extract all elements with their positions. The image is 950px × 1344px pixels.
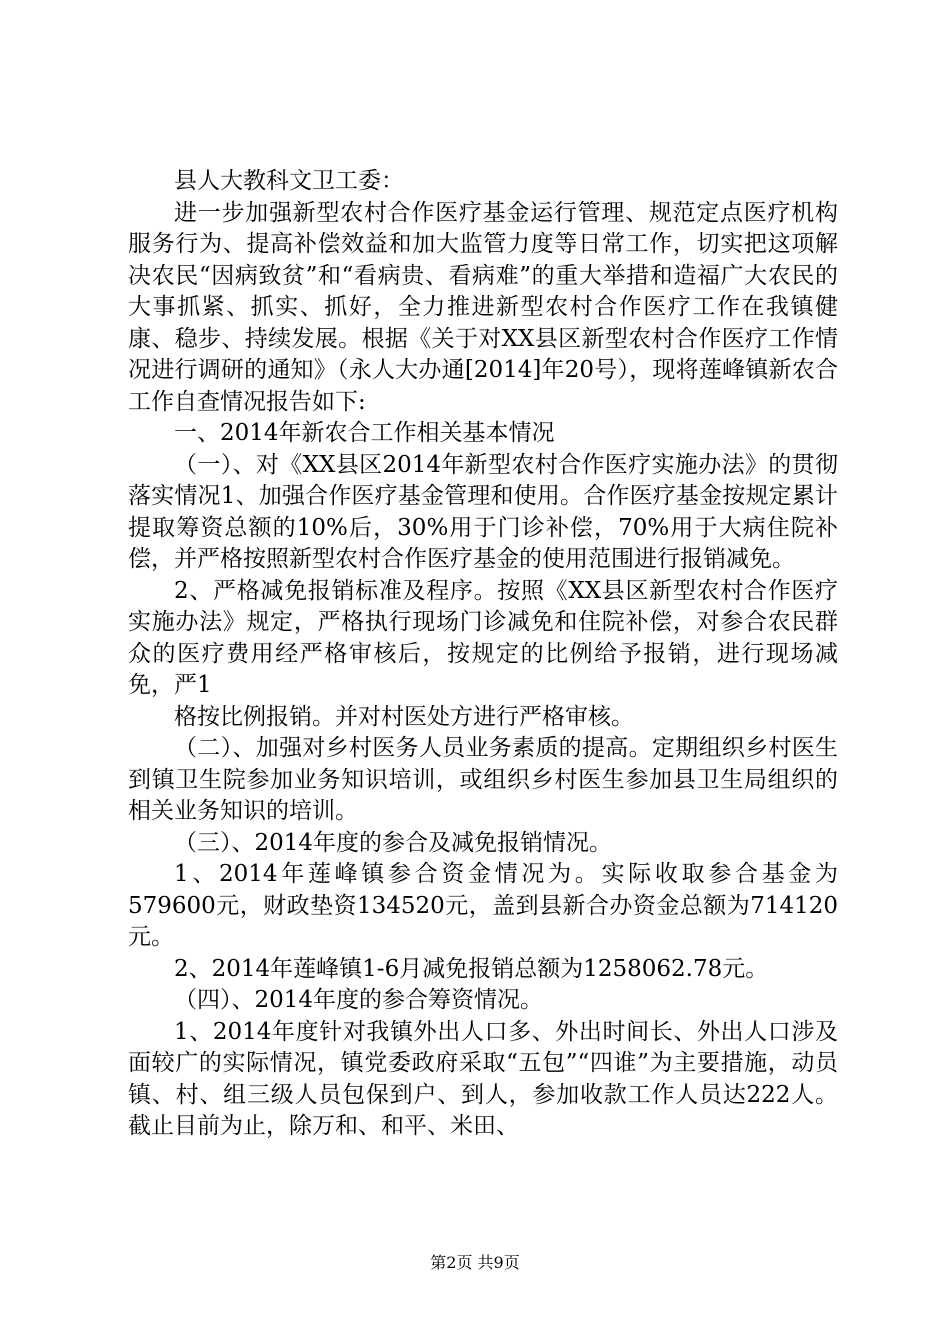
funding-paragraph: 1、2014年莲峰镇参合资金情况为。实际收取参合基金为579600元，财政垫资134520元，盖到县新合办资金总额为714120元。 <box>128 861 838 950</box>
collection-paragraph: 1、2014年度针对我镇外出人口多、外出时间长、外出人口涉及面较广的实际情况，镇党委政府采取“五包”“四谁”为主要措施，动员镇、村、组三级人员包保到户、到人，参加收款工作人员达222人。截止目前为止，除万和、和平、米田、 <box>128 1018 838 1139</box>
subsection-4-heading: （四）、2014年度的参合筹资情况。 <box>174 987 544 1013</box>
subsection-2-paragraph: （二）、加强对乡村医务人员业务素质的提高。定期组织乡村医生到镇卫生院参加业务知识培训，或组织乡村医生参加县卫生局组织的相关业务知识的培训。 <box>128 735 838 824</box>
subsection-3-heading: （三）、2014年度的参合及减免报销情况。 <box>174 829 613 856</box>
reimbursement-paragraph: 2、2014年莲峰镇1-6月减免报销总额为1258062.78元。 <box>174 955 769 982</box>
subsection-1-paragraph: （一）、对《XX县区2014年新型农村合作医疗实施办法》的贯彻落实情况1、加强合作医疗基金管理和使用。合作医疗基金按规定累计提取筹资总额的10%后，30%用于门诊补偿，70%用于大病住院补偿，并严格按照新型农村合作医疗基金的使用范围进行报销减免。 <box>128 451 838 572</box>
salutation: 县人大教科文卫工委： <box>174 168 404 194</box>
page-number-footer: 第2页 共9页 <box>430 1253 520 1272</box>
item-2-paragraph: 2、严格减免报销标准及程序。按照《XX县区新型农村合作医疗实施办法》规定，严格执行现场门诊减免和住院补偿，对参合农民群众的医疗费用经严格审核后，按规定的比例给予报销，进行现场减免，严1 <box>128 577 838 698</box>
document-body <box>128 166 838 1143</box>
item-2-continuation: 格按比例报销。并对村医处方进行严格审核。 <box>174 703 634 730</box>
intro-paragraph: 进一步加强新型农村合作医疗基金运行管理、规范定点医疗机构服务行为、提高补偿效益和加大监管力度等日常工作，切实把这项解决农民“因病致贫”和“看病贵、看病难”的重大举措和造福广大农民的大事抓紧、抓实、抓好，全力推进新型农村合作医疗工作在我镇健康、稳步、持续发展。根据《关于对XX县区新型农村合作医疗工作情况进行调研的通知》（永人大办通[2014]年20号），现将莲峰镇新农合工作自查情况报告如下: <box>128 199 838 415</box>
section-heading: 一、2014年新农合工作相关基本情况 <box>174 420 555 446</box>
